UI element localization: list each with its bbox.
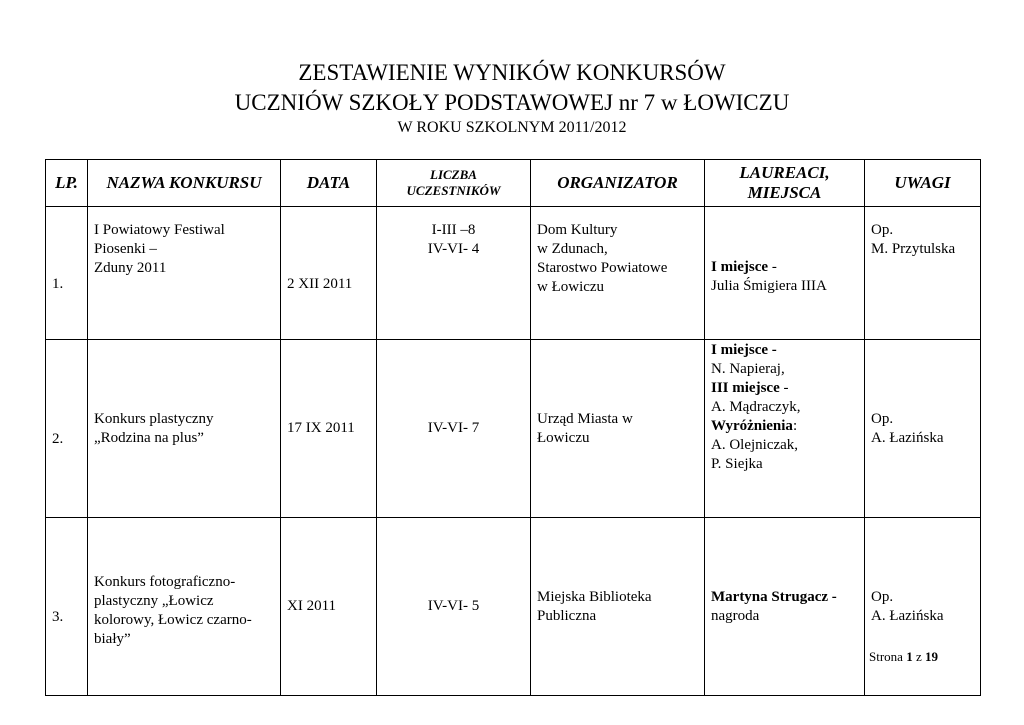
cell-notes — [865, 518, 981, 696]
laureate-line — [711, 360, 858, 379]
page-separator: z — [912, 649, 925, 664]
cell-lp: 2. — [46, 340, 88, 518]
laureate-text: A. Olejniczak, — [711, 437, 799, 453]
cell-count-line: IV-VI- 4 — [427, 241, 480, 257]
cell-laureates — [705, 518, 865, 696]
laureate-strong: III miejsce — [711, 380, 780, 396]
laureate-line — [711, 417, 858, 436]
cell-name-line: I Powiatowy Festiwal — [94, 222, 225, 238]
cell-notes-line: Op. — [871, 588, 894, 605]
cell-notes-line: Op. — [871, 222, 894, 238]
cell-count-line: IV-VI- 7 — [427, 420, 480, 436]
cell-name-line: Piosenki – — [94, 241, 157, 257]
cell-lp: 1. — [46, 207, 88, 340]
laureate-line — [711, 436, 858, 455]
laureate-text: nagroda — [711, 607, 760, 624]
results-table — [45, 159, 981, 696]
page-label: Strona — [869, 649, 907, 664]
table-row — [46, 518, 981, 696]
cell-name — [88, 207, 281, 340]
page-current: 1 — [906, 649, 913, 664]
cell-organizer-line: Dom Kultury — [537, 222, 618, 238]
cell-count-line: I-III –8 — [431, 222, 476, 238]
cell-date: 2 XII 2011 — [281, 207, 377, 340]
laureate-line — [711, 277, 858, 296]
cell-name-line: Konkurs fotograficzno- — [94, 573, 236, 590]
cell-organizer-line: Łowiczu — [537, 429, 590, 446]
cell-name-line: biały” — [94, 630, 131, 647]
laureate-text: - — [779, 380, 789, 396]
cell-notes-line: Op. — [871, 410, 894, 427]
cell-count — [377, 340, 531, 518]
cell-organizer-line: Starostwo Powiatowe — [537, 260, 668, 276]
col-header-name: NAZWA KONKURSU — [88, 160, 281, 207]
table-row — [46, 340, 981, 518]
col-header-lp: LP. — [46, 160, 88, 207]
document-title-line1: ZESTAWIENIE WYNIKÓW KONKURSÓW — [298, 60, 726, 85]
cell-organizer-line: w Zdunach, — [537, 241, 608, 257]
cell-notes-line: A. Łazińska — [871, 429, 944, 446]
col-header-notes: UWAGI — [865, 160, 981, 207]
cell-organizer — [531, 518, 705, 696]
page-number — [869, 649, 938, 665]
col-header-count-line1: LICZBA — [430, 167, 477, 182]
cell-count-line: IV-VI- 5 — [427, 598, 480, 614]
cell-notes-line: A. Łazińska — [871, 607, 944, 624]
cell-count — [377, 207, 531, 340]
col-header-count — [377, 160, 531, 207]
cell-name-line: plastyczny „Łowicz — [94, 592, 214, 609]
cell-laureates — [705, 207, 865, 340]
laureate-text: N. Napieraj, — [711, 361, 785, 377]
cell-organizer — [531, 207, 705, 340]
laureate-line — [711, 379, 858, 398]
laureate-line — [711, 455, 858, 474]
cell-laureates — [705, 340, 865, 518]
col-header-laureates-line2: MIEJSCA — [747, 183, 822, 202]
cell-lp: 3. — [46, 518, 88, 696]
laureate-line — [711, 607, 858, 626]
cell-count — [377, 518, 531, 696]
col-header-date: DATA — [281, 160, 377, 207]
laureate-text: P. Siejka — [711, 456, 763, 472]
cell-name-line: Konkurs plastyczny — [94, 410, 214, 427]
cell-organizer-line: w Łowiczu — [537, 279, 605, 295]
laureate-text: Julia Śmigiera IIIA — [711, 278, 827, 294]
cell-organizer-line: Miejska Biblioteka — [537, 588, 652, 605]
cell-notes — [865, 207, 981, 340]
col-header-organizer: ORGANIZATOR — [531, 160, 705, 207]
document-subtitle: W ROKU SZKOLNYM 2011/2012 — [397, 119, 627, 136]
laureate-line — [711, 398, 858, 417]
cell-notes — [865, 340, 981, 518]
col-header-laureates-line1: LAUREACI, — [739, 163, 830, 182]
cell-name — [88, 518, 281, 696]
page-total: 19 — [925, 649, 938, 664]
cell-organizer-line: Urząd Miasta w — [537, 410, 633, 427]
laureate-strong: I miejsce — [711, 259, 769, 275]
document-title-line2: UCZNIÓW SZKOŁY PODSTAWOWEJ nr 7 w ŁOWICZU — [234, 90, 790, 115]
header-row — [46, 160, 981, 207]
laureate-text: : — [792, 418, 798, 434]
laureate-strong: Martyna Strugacz - — [711, 588, 837, 605]
laureate-line — [711, 258, 858, 277]
laureate-strong: I miejsce - — [711, 342, 777, 358]
table-row — [46, 207, 981, 340]
cell-name-line: kolorowy, Łowicz czarno- — [94, 611, 252, 628]
cell-organizer-line: Publiczna — [537, 607, 597, 624]
col-header-laureates — [705, 160, 865, 207]
cell-name-line: „Rodzina na plus” — [94, 429, 204, 446]
cell-organizer — [531, 340, 705, 518]
cell-date: XI 2011 — [281, 518, 377, 696]
cell-name-line: Zduny 2011 — [94, 260, 167, 276]
laureate-line — [711, 341, 858, 360]
cell-name — [88, 340, 281, 518]
cell-date: 17 IX 2011 — [281, 340, 377, 518]
laureate-strong: Wyróżnienia — [711, 418, 793, 434]
laureate-line — [711, 588, 858, 607]
laureate-text: A. Mądraczyk, — [711, 399, 801, 415]
cell-notes-line: M. Przytulska — [871, 241, 956, 257]
laureate-text: - — [768, 259, 777, 275]
col-header-count-line2: UCZESTNIKÓW — [406, 183, 501, 198]
